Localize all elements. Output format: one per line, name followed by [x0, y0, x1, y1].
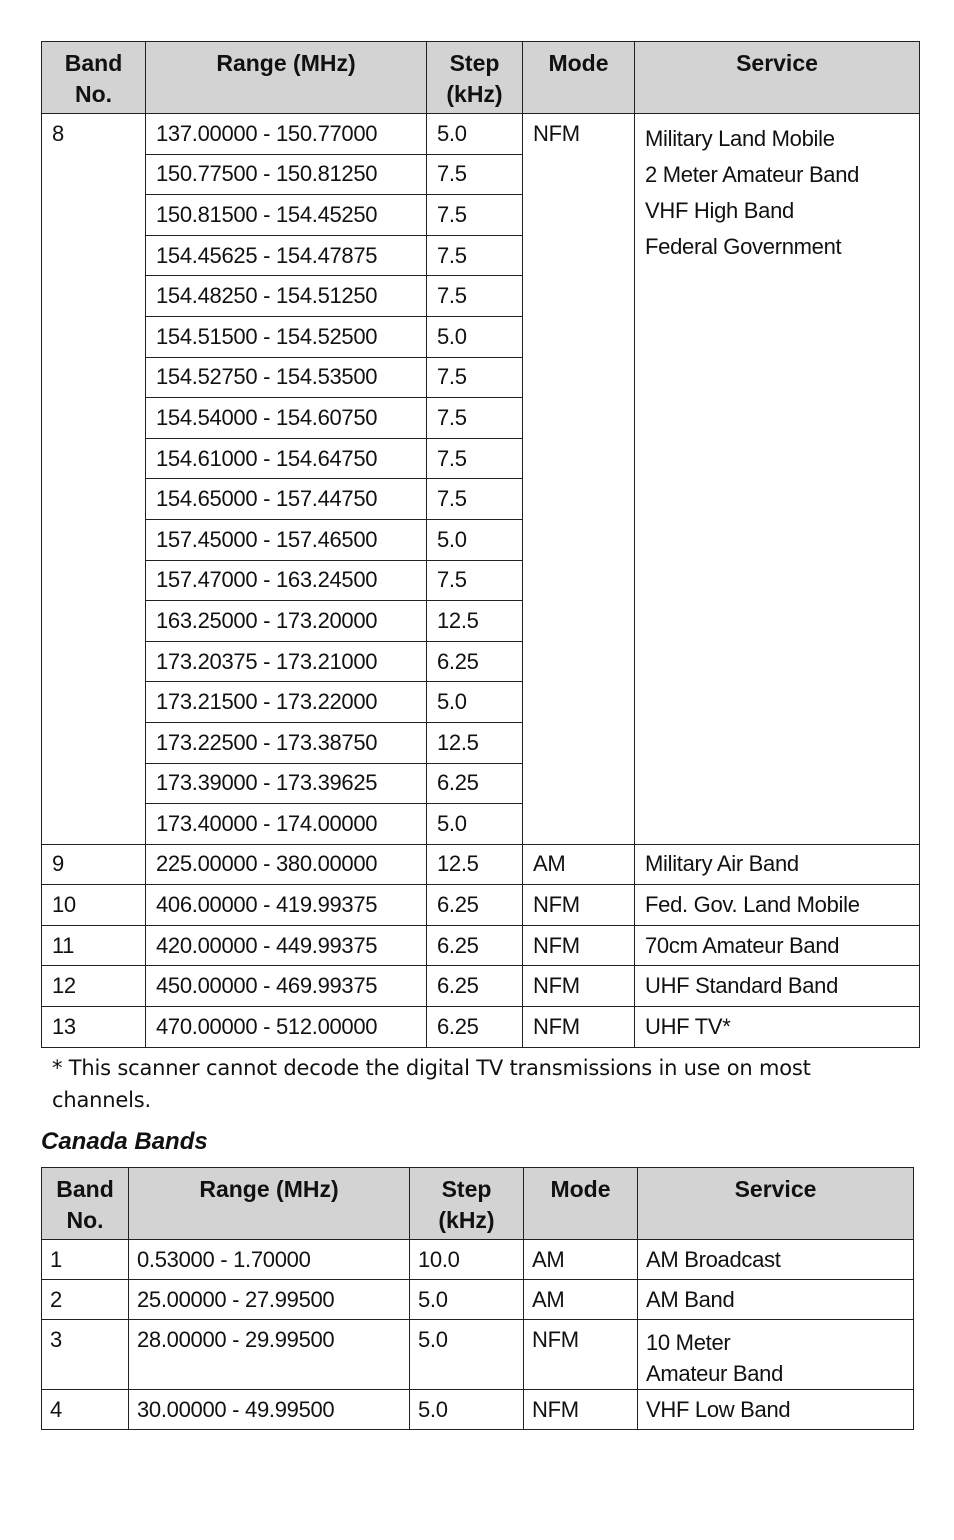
service-line: Military Land Mobile [645, 126, 835, 151]
header-step: Step (kHz) [427, 42, 523, 114]
mode-cell: AM [524, 1240, 638, 1280]
step-cell: 7.5 [427, 154, 523, 195]
service-cell: UHF Standard Band [635, 966, 920, 1007]
service-line: 10 Meter [646, 1330, 731, 1355]
table-row [42, 1280, 914, 1320]
service-line: Federal Government [645, 234, 842, 259]
table-row [42, 844, 920, 885]
step-cell: 5.0 [410, 1390, 524, 1430]
band-no-cell: 11 [42, 925, 146, 966]
band-no-cell: 8 [42, 114, 146, 845]
step-cell: 6.25 [427, 763, 523, 804]
step-cell: 5.0 [410, 1320, 524, 1390]
step-cell: 6.25 [427, 641, 523, 682]
range-cell: 173.22500 - 173.38750 [146, 722, 427, 763]
step-cell: 6.25 [427, 966, 523, 1007]
step-cell: 6.25 [427, 1007, 523, 1048]
step-cell: 12.5 [427, 722, 523, 763]
table-row [42, 1390, 914, 1430]
service-line: 2 Meter Amateur Band [645, 162, 860, 187]
step-cell: 6.25 [427, 885, 523, 926]
range-cell: 0.53000 - 1.70000 [129, 1240, 410, 1280]
us-bands-table [41, 41, 920, 1048]
step-cell: 7.5 [427, 398, 523, 439]
band-no-cell: 1 [42, 1240, 129, 1280]
header-band-no: Band No. [42, 1168, 129, 1240]
range-cell: 173.21500 - 173.22000 [146, 682, 427, 723]
range-cell: 137.00000 - 150.77000 [146, 114, 427, 155]
table-header-row [42, 1168, 914, 1240]
step-cell: 12.5 [427, 601, 523, 642]
band-no-cell: 9 [42, 844, 146, 885]
service-cell: 70cm Amateur Band [635, 925, 920, 966]
service-line: VHF High Band [645, 198, 794, 223]
mode-cell: NFM [524, 1390, 638, 1430]
range-cell: 420.00000 - 449.99375 [146, 925, 427, 966]
step-cell: 6.25 [427, 925, 523, 966]
step-cell: 7.5 [427, 357, 523, 398]
range-cell: 450.00000 - 469.99375 [146, 966, 427, 1007]
header-service: Service [635, 42, 920, 114]
header-mode: Mode [524, 1168, 638, 1240]
range-cell: 154.48250 - 154.51250 [146, 276, 427, 317]
header-band-no: Band No. [42, 42, 146, 114]
header-range: Range (MHz) [146, 42, 427, 114]
band-no-cell: 10 [42, 885, 146, 926]
step-cell: 12.5 [427, 844, 523, 885]
service-cell: VHF Low Band [638, 1390, 914, 1430]
step-cell: 7.5 [427, 195, 523, 236]
range-cell: 154.45625 - 154.47875 [146, 235, 427, 276]
step-cell: 7.5 [427, 438, 523, 479]
header-mode: Mode [523, 42, 635, 114]
table-row [42, 966, 920, 1007]
step-cell: 7.5 [427, 560, 523, 601]
range-cell: 406.00000 - 419.99375 [146, 885, 427, 926]
mode-cell: NFM [523, 885, 635, 926]
table-row [42, 114, 920, 155]
step-cell: 7.5 [427, 479, 523, 520]
service-cell: Military Air Band [635, 844, 920, 885]
service-cell [635, 114, 920, 845]
mode-cell: NFM [524, 1320, 638, 1390]
mode-cell: NFM [523, 114, 635, 845]
table-header-row [42, 42, 920, 114]
mode-cell: NFM [523, 925, 635, 966]
mode-cell: AM [524, 1280, 638, 1320]
range-cell: 173.39000 - 173.39625 [146, 763, 427, 804]
range-cell: 225.00000 - 380.00000 [146, 844, 427, 885]
range-cell: 163.25000 - 173.20000 [146, 601, 427, 642]
range-cell: 157.47000 - 163.24500 [146, 560, 427, 601]
service-cell [638, 1320, 914, 1390]
canada-bands-title: Canada Bands [41, 1128, 208, 1155]
table-row [42, 1240, 914, 1280]
step-cell: 7.5 [427, 276, 523, 317]
mode-cell: NFM [523, 1007, 635, 1048]
service-cell: UHF TV* [635, 1007, 920, 1048]
range-cell: 157.45000 - 157.46500 [146, 519, 427, 560]
canada-bands-table [41, 1167, 914, 1430]
range-cell: 25.00000 - 27.99500 [129, 1280, 410, 1320]
range-cell: 154.51500 - 154.52500 [146, 316, 427, 357]
range-cell: 154.52750 - 154.53500 [146, 357, 427, 398]
step-cell: 5.0 [427, 316, 523, 357]
table-row [42, 925, 920, 966]
step-cell: 10.0 [410, 1240, 524, 1280]
mode-cell: NFM [523, 966, 635, 1007]
range-cell: 173.20375 - 173.21000 [146, 641, 427, 682]
step-cell: 7.5 [427, 235, 523, 276]
range-cell: 154.61000 - 154.64750 [146, 438, 427, 479]
header-step: Step (kHz) [410, 1168, 524, 1240]
header-service: Service [638, 1168, 914, 1240]
band-no-cell: 13 [42, 1007, 146, 1048]
mode-cell: AM [523, 844, 635, 885]
range-cell: 150.81500 - 154.45250 [146, 195, 427, 236]
band-no-cell: 4 [42, 1390, 129, 1430]
step-cell: 5.0 [427, 682, 523, 723]
service-line: Amateur Band [646, 1361, 784, 1386]
service-cell: AM Broadcast [638, 1240, 914, 1280]
range-cell: 28.00000 - 29.99500 [129, 1320, 410, 1390]
range-cell: 150.77500 - 150.81250 [146, 154, 427, 195]
step-cell: 5.0 [427, 519, 523, 560]
range-cell: 154.54000 - 154.60750 [146, 398, 427, 439]
step-cell: 5.0 [410, 1280, 524, 1320]
service-cell: AM Band [638, 1280, 914, 1320]
band-no-cell: 3 [42, 1320, 129, 1390]
range-cell: 470.00000 - 512.00000 [146, 1007, 427, 1048]
table-row [42, 1320, 914, 1390]
footnote: * This scanner cannot decode the digital TV transmissions in use on most channels. [52, 1056, 811, 1112]
band-no-cell: 2 [42, 1280, 129, 1320]
table-row [42, 885, 920, 926]
band-no-cell: 12 [42, 966, 146, 1007]
range-cell: 154.65000 - 157.44750 [146, 479, 427, 520]
service-cell: Fed. Gov. Land Mobile [635, 885, 920, 926]
range-cell: 30.00000 - 49.99500 [129, 1390, 410, 1430]
table-row [42, 1007, 920, 1048]
step-cell: 5.0 [427, 804, 523, 845]
header-range: Range (MHz) [129, 1168, 410, 1240]
step-cell: 5.0 [427, 114, 523, 155]
range-cell: 173.40000 - 174.00000 [146, 804, 427, 845]
